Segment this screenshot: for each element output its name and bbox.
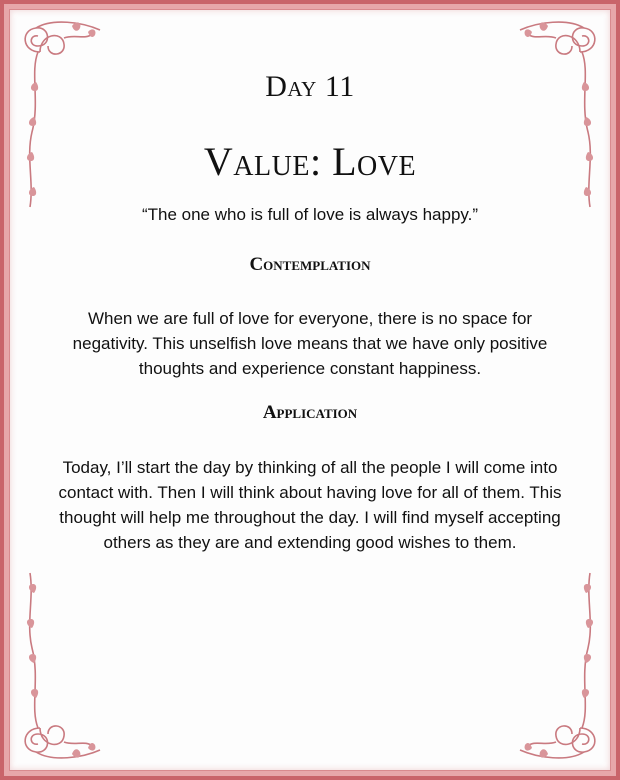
day-title: Day 11 [265, 70, 355, 103]
quote: “The one who is full of love is always happy.” [141, 205, 479, 224]
contemplation-text: When we are full of love for everyone, there is no space for negativity. This unselfish love means that we have only positive thoughts and experience constant happiness. [72, 309, 548, 378]
contemplation-heading: Contemplation [249, 254, 371, 275]
corner-ornament-icon [12, 568, 104, 768]
application-text: Today, I’ll start the day by thinking of all the people I will come into contact with. Then I will think about having love for all of them. This thought will help me throughout the day. I will find myself accepting others as they are and extending good wishes to them. [58, 458, 562, 552]
corner-ornament-icon [516, 568, 608, 768]
application-heading: Application [262, 402, 358, 423]
value-title: Value: Love [203, 139, 417, 184]
